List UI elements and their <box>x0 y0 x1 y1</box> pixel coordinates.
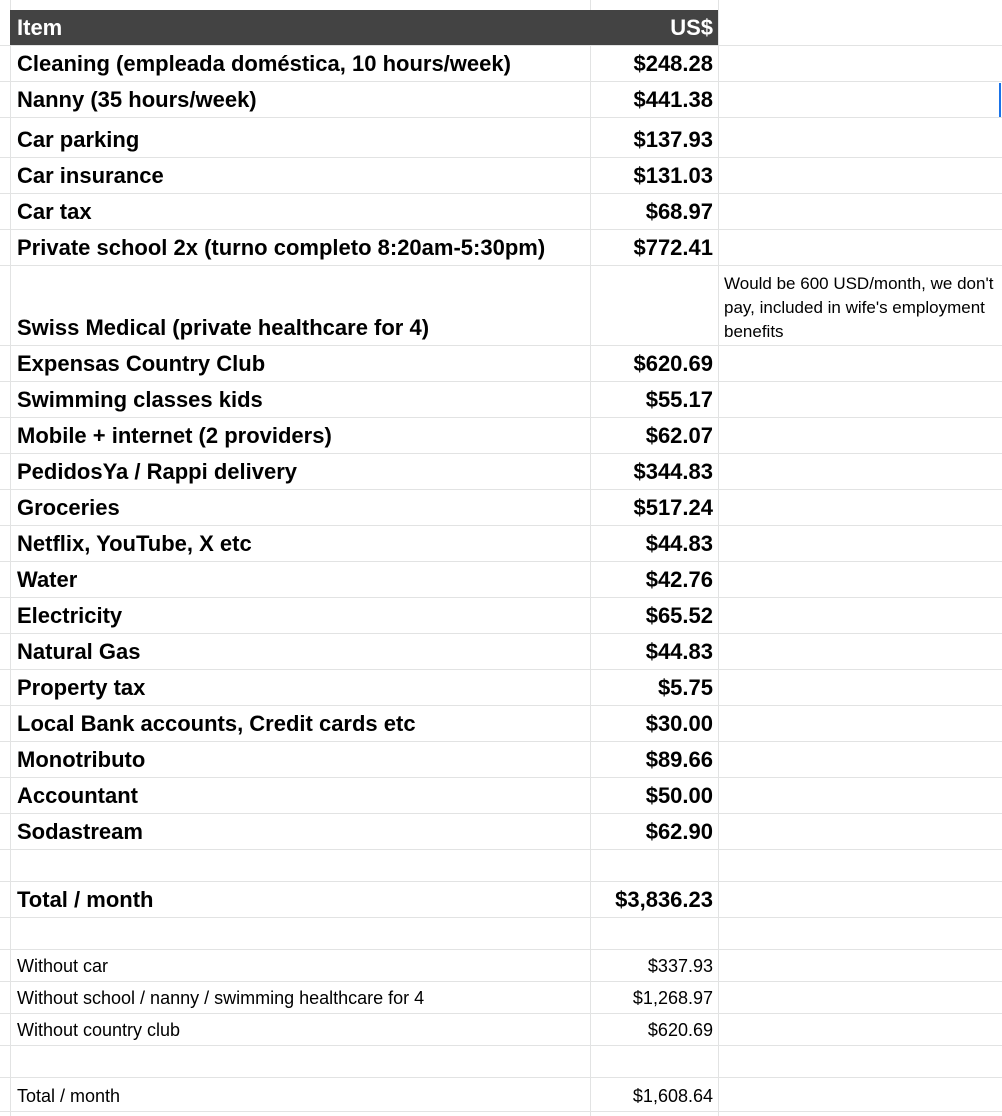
table-row <box>0 194 1002 230</box>
amount-cell[interactable] <box>590 46 718 81</box>
amount-value: $441.38 <box>633 87 713 112</box>
amount-cell[interactable] <box>590 82 718 117</box>
item-label: Expensas Country Club <box>17 351 266 376</box>
amount-cell[interactable] <box>590 562 718 597</box>
amount-value: $55.17 <box>645 387 713 412</box>
item-label: Swimming classes kids <box>17 387 263 412</box>
table-row <box>0 562 1002 598</box>
item-cell[interactable] <box>10 346 590 381</box>
item-label: Natural Gas <box>17 639 141 664</box>
table-row <box>0 230 1002 266</box>
amount-cell[interactable] <box>590 742 718 777</box>
amount-cell[interactable] <box>590 454 718 489</box>
item-cell[interactable] <box>10 46 590 81</box>
table-row <box>0 634 1002 670</box>
amount-value: $50.00 <box>645 783 713 808</box>
adjustment-amount-cell[interactable] <box>590 982 718 1013</box>
amount-value: $517.24 <box>633 495 713 520</box>
total-label-cell[interactable] <box>10 882 590 917</box>
item-label: Water <box>17 567 78 592</box>
adjusted-total-row <box>0 1078 1002 1112</box>
amount-value: $620.69 <box>633 351 713 376</box>
table-row <box>0 814 1002 850</box>
amount-value: $344.83 <box>633 459 713 484</box>
amount-cell[interactable] <box>590 418 718 453</box>
item-label: Car tax <box>17 199 92 224</box>
item-label: Cleaning (empleada doméstica, 10 hours/week) <box>17 51 511 76</box>
item-cell[interactable] <box>10 814 590 849</box>
item-cell[interactable] <box>10 382 590 417</box>
table-row <box>0 670 1002 706</box>
adjusted-total-amount: $1,608.64 <box>632 1086 713 1106</box>
adjusted-total-label: Total / month <box>17 1086 121 1106</box>
amount-value: $772.41 <box>633 235 713 260</box>
item-label: Nanny (35 hours/week) <box>17 87 257 112</box>
healthcare-note[interactable]: Would be 600 USD/month, we don't pay, included in wife's employment benefits <box>724 274 994 341</box>
item-label: PedidosYa / Rappi delivery <box>17 459 297 484</box>
amount-cell[interactable] <box>590 526 718 561</box>
amount-value: $89.66 <box>645 747 713 772</box>
adjusted-total-label-cell[interactable] <box>10 1078 590 1111</box>
total-row <box>0 882 1002 918</box>
amount-value: $65.52 <box>645 603 713 628</box>
amount-value: $42.76 <box>645 567 713 592</box>
item-label: Accountant <box>17 783 138 808</box>
item-label: Local Bank accounts, Credit cards etc <box>17 711 416 736</box>
table-row <box>0 346 1002 382</box>
empty-row <box>0 850 1002 882</box>
adjustment-amount: $337.93 <box>647 956 713 976</box>
table-row <box>0 82 1002 118</box>
header-amount-label: US$ <box>670 15 713 40</box>
item-label: Electricity <box>17 603 123 628</box>
item-label: Swiss Medical (private healthcare for 4) <box>17 315 430 340</box>
cell-selection-edge <box>999 83 1001 117</box>
amount-value: $5.75 <box>657 675 713 700</box>
adjustment-row <box>0 1014 1002 1046</box>
table-row <box>0 490 1002 526</box>
table-row <box>0 526 1002 562</box>
adjustment-row <box>0 982 1002 1014</box>
item-label: Car insurance <box>17 163 164 188</box>
item-cell[interactable] <box>10 526 590 561</box>
amount-cell[interactable] <box>590 670 718 705</box>
item-cell[interactable] <box>10 454 590 489</box>
amount-value: $137.93 <box>633 127 713 152</box>
item-cell[interactable] <box>10 418 590 453</box>
adjustment-label-cell[interactable] <box>10 982 590 1013</box>
table-row <box>0 778 1002 814</box>
adjustment-label: Without school / nanny / swimming healthcare for 4 <box>17 988 425 1008</box>
table-row <box>0 418 1002 454</box>
item-cell[interactable] <box>10 230 590 265</box>
item-cell[interactable] <box>10 266 590 345</box>
amount-cell[interactable] <box>590 382 718 417</box>
amount-cell[interactable] <box>590 158 718 193</box>
item-cell[interactable] <box>10 706 590 741</box>
table-row <box>0 454 1002 490</box>
amount-cell[interactable] <box>590 118 718 157</box>
total-amount: $3,836.23 <box>615 887 713 912</box>
adjustment-amount: $620.69 <box>647 1020 713 1040</box>
item-label: Property tax <box>17 675 146 700</box>
adjustment-amount-cell[interactable] <box>590 950 718 981</box>
item-label: Groceries <box>17 495 120 520</box>
adjustment-row <box>0 950 1002 982</box>
amount-cell[interactable] <box>590 634 718 669</box>
item-label: Private school 2x (turno completo 8:20am-5:30pm) <box>17 235 546 260</box>
amount-value: $62.07 <box>645 423 713 448</box>
adjustment-amount-cell[interactable] <box>590 1014 718 1045</box>
header-item-cell[interactable] <box>10 10 590 45</box>
amount-cell[interactable] <box>590 194 718 229</box>
item-cell[interactable] <box>10 82 590 117</box>
item-cell[interactable] <box>10 194 590 229</box>
item-cell[interactable] <box>10 742 590 777</box>
header-row <box>0 10 1002 46</box>
item-cell[interactable] <box>10 562 590 597</box>
total-label: Total / month <box>17 887 154 912</box>
item-cell[interactable] <box>10 158 590 193</box>
total-amount-cell[interactable] <box>590 882 718 917</box>
adjusted-total-amount-cell[interactable] <box>590 1078 718 1111</box>
amount-cell[interactable] <box>590 706 718 741</box>
item-cell[interactable] <box>10 490 590 525</box>
item-cell[interactable] <box>10 670 590 705</box>
item-cell[interactable] <box>10 118 590 157</box>
adjustment-label: Without country club <box>17 1020 181 1040</box>
adjustment-label: Without car <box>17 956 109 976</box>
empty-row <box>0 918 1002 950</box>
amount-cell[interactable] <box>590 598 718 633</box>
item-label: Monotributo <box>17 747 146 772</box>
item-cell[interactable] <box>10 598 590 633</box>
amount-value: $44.83 <box>645 639 713 664</box>
item-label: Sodastream <box>17 819 143 844</box>
header-item-label: Item <box>17 15 63 40</box>
table-row <box>0 598 1002 634</box>
table-row <box>0 46 1002 82</box>
amount-value: $248.28 <box>633 51 713 76</box>
item-label: Car parking <box>17 127 140 152</box>
table-row <box>0 382 1002 418</box>
amount-cell[interactable] <box>590 266 718 345</box>
amount-value: $44.83 <box>645 531 713 556</box>
amount-value: $68.97 <box>645 199 713 224</box>
item-cell[interactable] <box>10 634 590 669</box>
item-label: Mobile + internet (2 providers) <box>17 423 332 448</box>
header-amount-cell[interactable] <box>590 10 718 45</box>
adjustment-label-cell[interactable] <box>10 1014 590 1045</box>
amount-cell[interactable] <box>590 490 718 525</box>
empty-row <box>0 1046 1002 1078</box>
amount-cell[interactable] <box>590 230 718 265</box>
table-row <box>0 118 1002 158</box>
adjustment-label-cell[interactable] <box>10 950 590 981</box>
amount-cell[interactable] <box>590 814 718 849</box>
table-row <box>0 706 1002 742</box>
amount-cell[interactable] <box>590 778 718 813</box>
amount-value: $62.90 <box>645 819 713 844</box>
adjustment-amount: $1,268.97 <box>632 988 713 1008</box>
table-row <box>0 158 1002 194</box>
amount-cell[interactable] <box>590 346 718 381</box>
item-cell[interactable] <box>10 778 590 813</box>
item-label: Netflix, YouTube, X etc <box>17 531 252 556</box>
table-row <box>0 742 1002 778</box>
amount-value: $30.00 <box>645 711 713 736</box>
amount-value: $131.03 <box>633 163 713 188</box>
